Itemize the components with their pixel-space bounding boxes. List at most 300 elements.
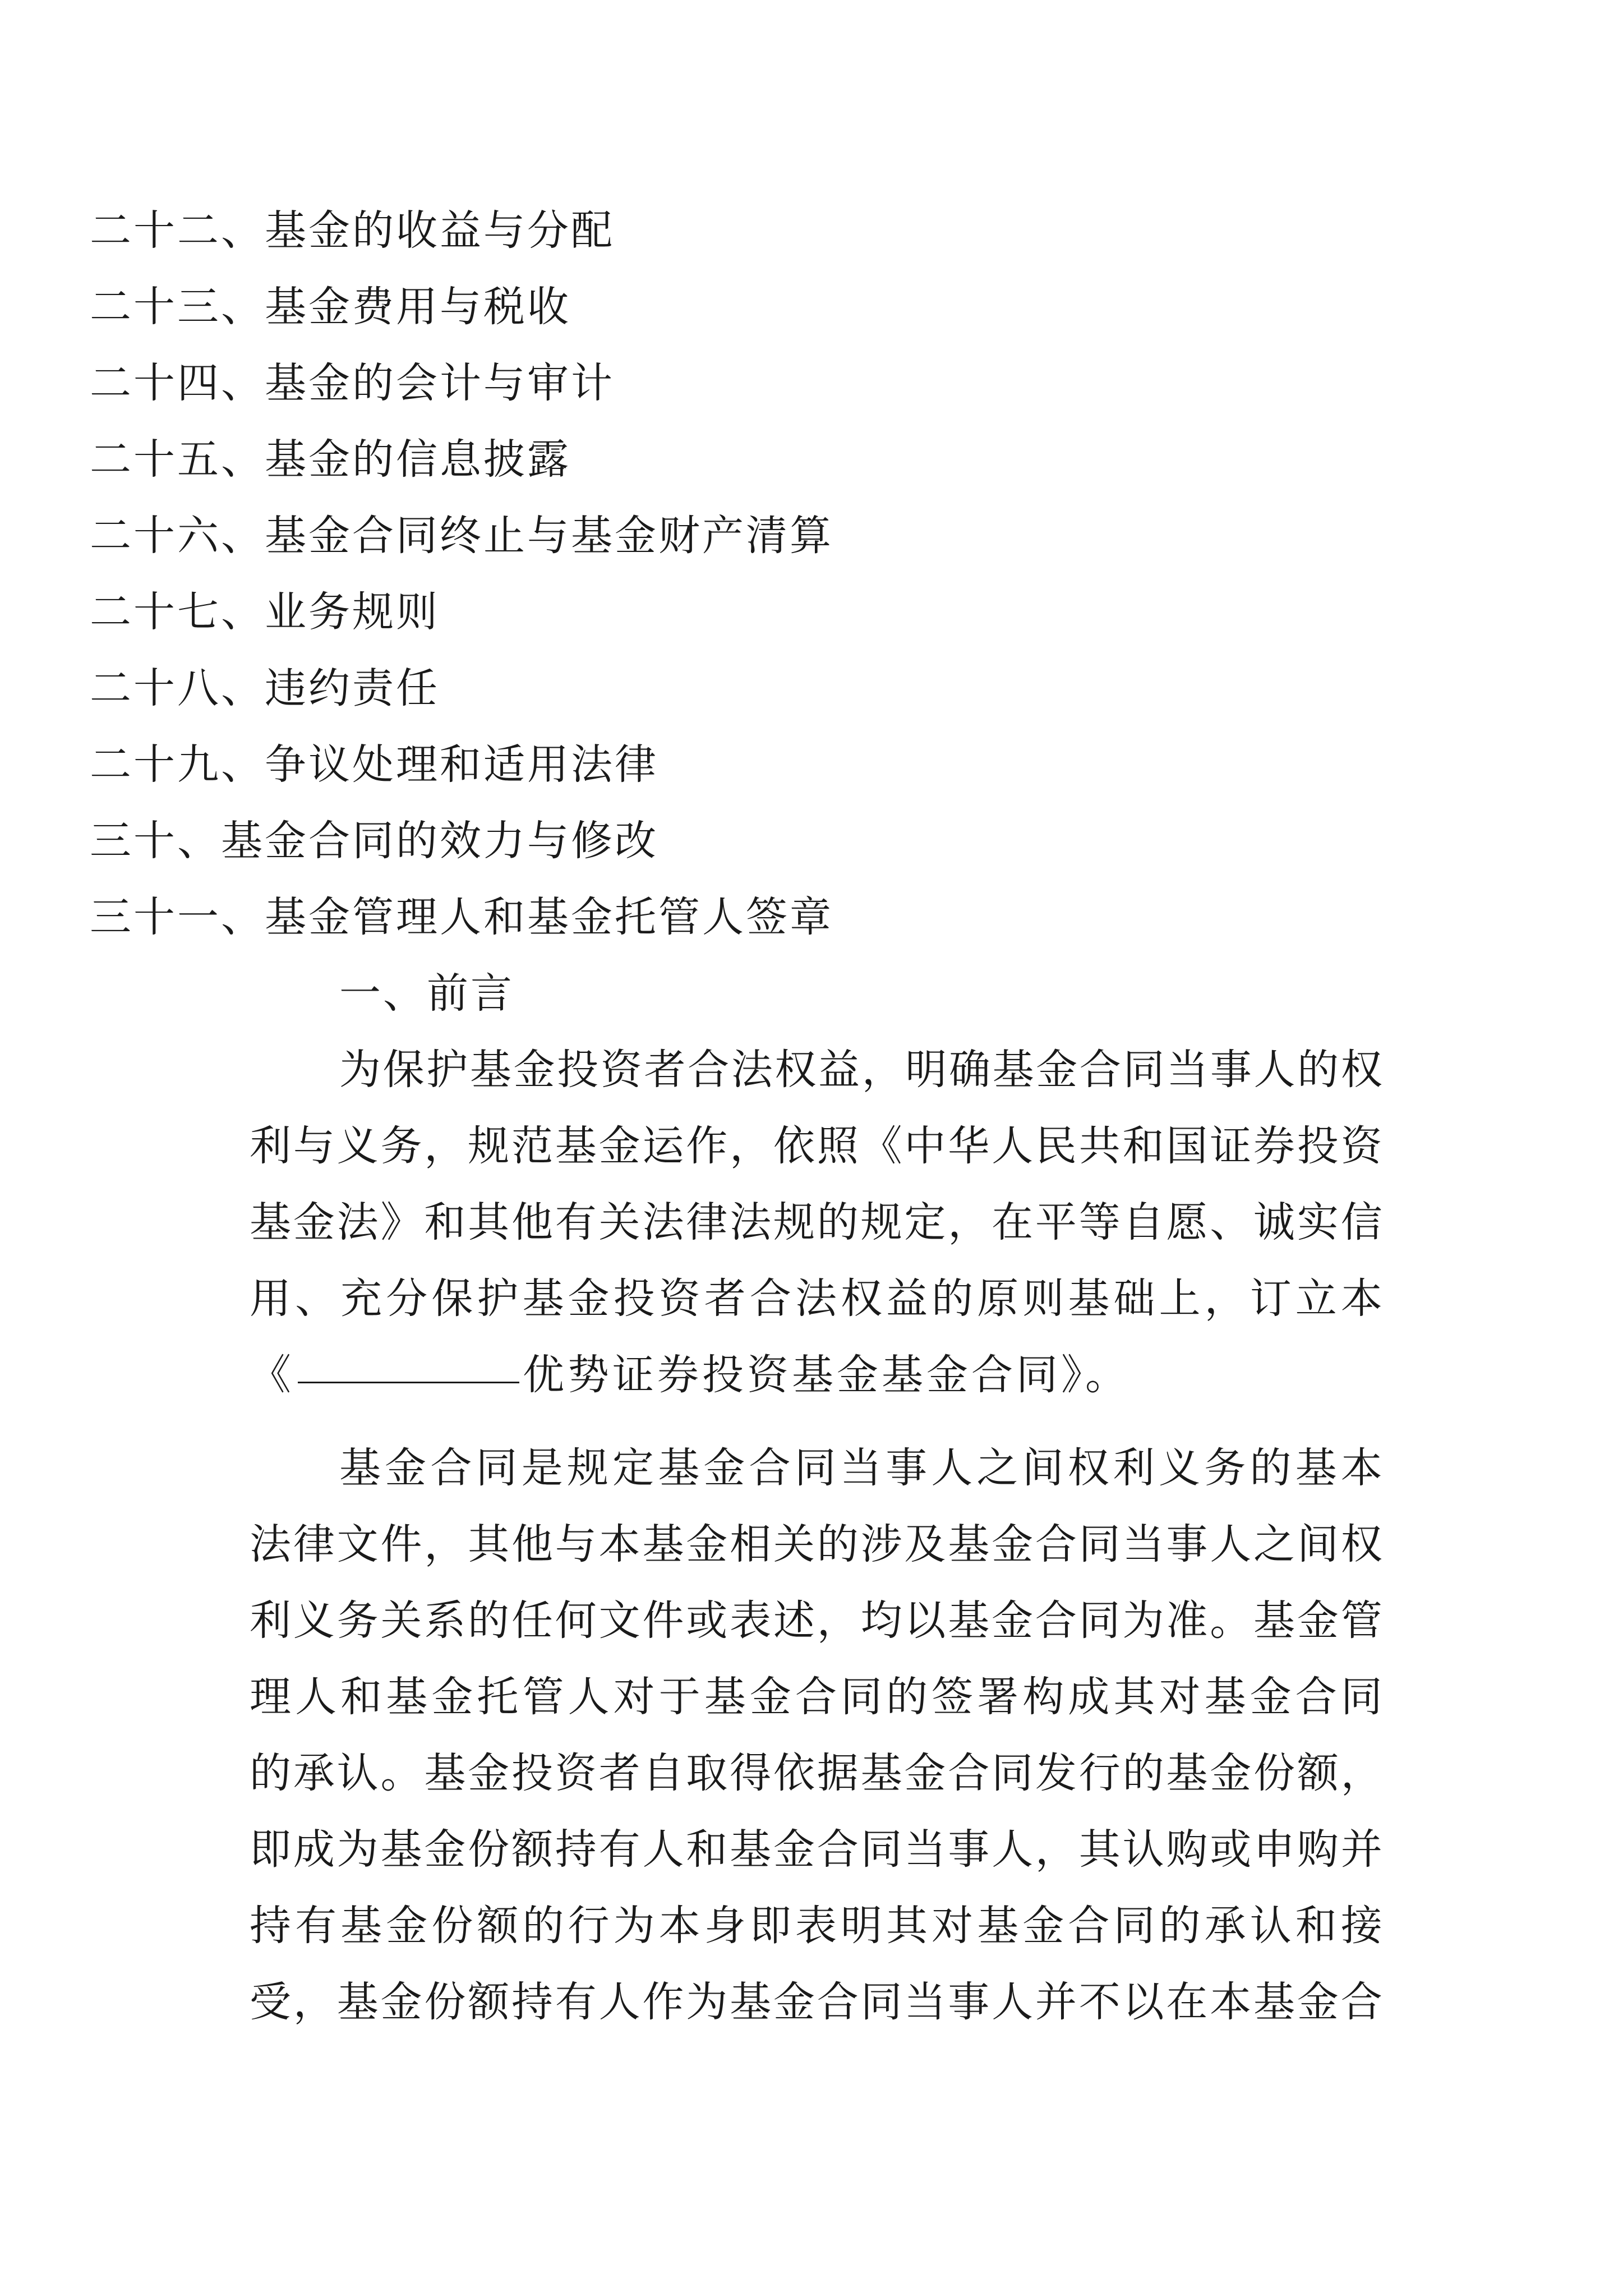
character: 其	[886, 1902, 928, 1950]
character: 人	[295, 1673, 337, 1721]
character: 均	[860, 1596, 902, 1645]
character: 事	[1210, 1046, 1252, 1094]
character: 合	[749, 1444, 791, 1492]
character: 基	[977, 1902, 1019, 1950]
character: 本	[658, 1902, 700, 1950]
paragraph-line	[250, 1430, 1382, 1506]
character: 订	[1249, 1274, 1292, 1323]
character: ，	[1340, 1749, 1382, 1797]
character: 合	[430, 1444, 472, 1492]
character: 得	[730, 1749, 772, 1797]
character: 金	[380, 1978, 422, 2026]
character: 认	[336, 1749, 379, 1797]
character: 的	[1249, 1444, 1292, 1492]
toc-item: 二十七、业务规则	[90, 588, 440, 636]
character: 础	[1113, 1274, 1155, 1323]
character: 相	[730, 1520, 772, 1568]
character: 基	[1166, 1749, 1208, 1797]
character: 事	[1166, 1520, 1208, 1568]
character: 间	[1022, 1444, 1064, 1492]
character: 同	[1078, 1520, 1121, 1568]
character: 规	[566, 1444, 608, 1492]
character: 对	[932, 1902, 974, 1950]
character: 资	[658, 1274, 700, 1323]
character: 权	[1067, 1444, 1109, 1492]
toc-item: 三十、基金合同的效力与修改	[90, 817, 658, 865]
character: 人	[642, 1825, 684, 1874]
character: 述	[773, 1596, 815, 1645]
character: 基	[555, 1122, 597, 1170]
character: 同	[860, 1825, 902, 1874]
character: 据	[817, 1749, 859, 1797]
character: 基	[948, 1596, 990, 1645]
character: 基	[1068, 1274, 1110, 1323]
character: 合	[1295, 1673, 1337, 1721]
character: 份	[431, 1902, 473, 1950]
character: 金	[1210, 1749, 1252, 1797]
character: 金	[468, 1749, 510, 1797]
character: 何	[555, 1596, 597, 1645]
character: 平	[1035, 1198, 1077, 1246]
character: ，	[1035, 1825, 1077, 1874]
character: 作	[642, 1978, 684, 2026]
character: 基	[658, 1444, 700, 1492]
character: 文	[336, 1520, 379, 1568]
character: 额	[477, 1902, 519, 1950]
character: 涉	[860, 1520, 902, 1568]
fund-name-blank	[298, 1337, 519, 1383]
character: 关	[598, 1198, 640, 1246]
character: ，	[424, 1122, 466, 1170]
character: 基	[730, 1978, 772, 2026]
character: 管	[1340, 1596, 1382, 1645]
character: 任	[511, 1596, 553, 1645]
character: 。	[1210, 1596, 1252, 1645]
character: 当	[1122, 1520, 1164, 1568]
character: 等	[1078, 1198, 1121, 1246]
character: 构	[1022, 1673, 1064, 1721]
character: 金	[431, 1673, 473, 1721]
character: 实	[1297, 1198, 1339, 1246]
preface-paragraph-1	[250, 1032, 1382, 1413]
character: 有	[555, 1198, 597, 1246]
character: 和	[424, 1198, 466, 1246]
character: 同	[1078, 1596, 1121, 1645]
character: 义	[336, 1122, 379, 1170]
paragraph-line	[250, 1964, 1382, 2040]
character: 利	[250, 1596, 291, 1645]
character: 不	[1078, 1978, 1121, 2026]
character: 照	[817, 1122, 859, 1170]
character: 规	[468, 1122, 510, 1170]
character: 金	[686, 1520, 728, 1568]
character: 者	[704, 1274, 746, 1323]
character: 当	[840, 1444, 882, 1492]
character: 件	[380, 1520, 422, 1568]
character: 护	[426, 1046, 468, 1094]
character: 持	[511, 1978, 553, 2026]
character: 基	[522, 1274, 564, 1323]
character: 权	[841, 1274, 883, 1323]
character: 共	[1078, 1122, 1121, 1170]
character: 关	[773, 1520, 815, 1568]
character: 之	[1253, 1520, 1295, 1568]
character: 资	[1340, 1122, 1382, 1170]
character: 保	[431, 1274, 473, 1323]
character: 律	[293, 1520, 335, 1568]
character: 之	[976, 1444, 1018, 1492]
character: 基	[1253, 1596, 1295, 1645]
character: 为	[336, 1825, 379, 1874]
character: 和	[1295, 1902, 1337, 1950]
character: 对	[1159, 1673, 1201, 1721]
character: 基	[992, 1046, 1034, 1094]
character: 基	[730, 1825, 772, 1874]
character: 、	[295, 1274, 337, 1323]
character: 金	[773, 1978, 815, 2026]
character: 信	[1340, 1198, 1382, 1246]
character: 金	[598, 1122, 640, 1170]
toc-item: 二十九、争议处理和适用法律	[90, 740, 658, 789]
character: 有	[295, 1902, 337, 1950]
character: 受	[250, 1978, 291, 2026]
character: 为	[339, 1046, 381, 1094]
character: 合	[688, 1046, 730, 1094]
character: 当	[904, 1825, 946, 1874]
character: 申	[1253, 1825, 1295, 1874]
character: 人	[1253, 1046, 1295, 1094]
character: 益	[818, 1046, 860, 1094]
character: 上	[1159, 1274, 1201, 1323]
character: 立	[1295, 1274, 1337, 1323]
character: 基	[469, 1046, 511, 1094]
character: 明	[905, 1046, 947, 1094]
character: 民	[1035, 1122, 1077, 1170]
character: 合	[1035, 1520, 1077, 1568]
character: 定	[904, 1198, 946, 1246]
character: 法	[336, 1198, 379, 1246]
character: 确	[948, 1046, 990, 1094]
toc-item: 二十五、基金的信息披露	[90, 435, 571, 484]
paragraph-line	[250, 1735, 1382, 1811]
character: 基	[336, 1978, 379, 2026]
toc-item: 三十一、基金管理人和基金托管人签章	[90, 893, 833, 941]
character: 充	[340, 1274, 382, 1323]
character: 及	[904, 1520, 946, 1568]
character: 准	[1166, 1596, 1208, 1645]
character: 系	[424, 1596, 466, 1645]
character: 当	[904, 1978, 946, 2026]
character: 持	[555, 1825, 597, 1874]
character: 持	[250, 1902, 291, 1950]
character: 法	[730, 1198, 772, 1246]
character: 投	[1297, 1122, 1339, 1170]
character: 》	[380, 1198, 422, 1246]
character: 。	[380, 1749, 422, 1797]
character: 证	[1210, 1122, 1252, 1170]
character: 同	[1123, 1046, 1165, 1094]
character: 合	[1035, 1596, 1077, 1645]
character: 权	[1340, 1520, 1382, 1568]
character: 成	[293, 1825, 335, 1874]
character: 托	[477, 1673, 519, 1721]
character: ，	[293, 1978, 335, 2026]
character: 的	[468, 1596, 510, 1645]
character: 依	[773, 1122, 815, 1170]
character: 国	[1166, 1122, 1208, 1170]
character: 合	[749, 1274, 791, 1323]
character: 或	[686, 1596, 728, 1645]
character: 发	[1035, 1749, 1077, 1797]
character: 金	[992, 1520, 1034, 1568]
character: 为	[686, 1978, 728, 2026]
character: ，	[817, 1596, 859, 1645]
character: 的	[1122, 1749, 1164, 1797]
character: ，	[424, 1520, 466, 1568]
fund-name-prefix: 《	[250, 1351, 294, 1399]
character: 法	[642, 1198, 684, 1246]
character: 规	[860, 1198, 902, 1246]
character: 的	[1297, 1046, 1339, 1094]
character: 金	[385, 1444, 427, 1492]
character: 的	[522, 1902, 564, 1950]
character: 基	[386, 1673, 428, 1721]
character: 认	[1249, 1902, 1292, 1950]
character: 合	[948, 1749, 990, 1797]
character: 成	[1068, 1673, 1110, 1721]
character: 法	[250, 1520, 291, 1568]
character: 人	[992, 1122, 1034, 1170]
character: 投	[557, 1046, 599, 1094]
character: 同	[841, 1673, 883, 1721]
character: 并	[1035, 1978, 1077, 2026]
character: 取	[686, 1749, 728, 1797]
character: 金	[749, 1673, 791, 1721]
character: 运	[642, 1122, 684, 1170]
character: 他	[511, 1198, 553, 1246]
character: 合	[817, 1978, 859, 2026]
character: 事	[886, 1444, 928, 1492]
paragraph-line	[250, 1032, 1382, 1108]
toc-item: 二十六、基金合同终止与基金财产清算	[90, 512, 833, 560]
character: 与	[293, 1122, 335, 1170]
character: 基	[642, 1520, 684, 1568]
character: 同	[1340, 1673, 1382, 1721]
character: 合	[1340, 1978, 1382, 2026]
character: 金	[773, 1825, 815, 1874]
character: 本	[1340, 1274, 1382, 1323]
character: 购	[1166, 1825, 1208, 1874]
character: 法	[795, 1274, 837, 1323]
character: 的	[886, 1673, 928, 1721]
character: 并	[1340, 1825, 1382, 1874]
character: 务	[336, 1596, 379, 1645]
character: 自	[1122, 1198, 1164, 1246]
character: 愿	[1166, 1198, 1208, 1246]
character: 人	[992, 1825, 1034, 1874]
character: 合	[1079, 1046, 1121, 1094]
character: 和	[340, 1673, 382, 1721]
character: 份	[424, 1978, 466, 2026]
character: 其	[468, 1520, 510, 1568]
character: 对	[613, 1673, 655, 1721]
character: 基	[380, 1825, 422, 1874]
character: 其	[1113, 1673, 1155, 1721]
character: 金	[386, 1902, 428, 1950]
character: 人	[598, 1978, 640, 2026]
character: 权	[774, 1046, 817, 1094]
character: 接	[1340, 1902, 1382, 1950]
character: 诚	[1253, 1198, 1295, 1246]
paragraph-line	[250, 1659, 1382, 1735]
character: 表	[795, 1902, 837, 1950]
character: 金	[293, 1198, 335, 1246]
character: 基	[860, 1749, 902, 1797]
paragraph-line-with-blank	[250, 1337, 1382, 1413]
paragraph-line	[250, 1506, 1382, 1582]
character: 同	[794, 1444, 836, 1492]
character: 行	[568, 1902, 610, 1950]
character: 表	[730, 1596, 772, 1645]
character: 基	[1204, 1673, 1246, 1721]
character: 当	[1166, 1046, 1209, 1094]
character: 的	[1159, 1902, 1201, 1950]
character: 基	[340, 1902, 382, 1950]
character: 身	[704, 1902, 746, 1950]
character: 为	[1122, 1596, 1164, 1645]
character: 管	[522, 1673, 564, 1721]
character: 人	[931, 1444, 973, 1492]
paragraph-line	[250, 1888, 1382, 1964]
toc-item: 二十三、基金费用与税收	[90, 283, 571, 331]
preface-paragraph-2	[250, 1430, 1382, 2040]
character: 是	[521, 1444, 563, 1492]
character: 其	[468, 1198, 510, 1246]
character: 《	[860, 1122, 902, 1170]
character: 同	[476, 1444, 518, 1492]
character: 者	[644, 1046, 686, 1094]
character: 明	[841, 1902, 883, 1950]
character: 在	[1166, 1978, 1208, 2026]
toc-item: 二十四、基金的会计与审计	[90, 359, 615, 407]
character: 有	[555, 1978, 597, 2026]
character: 或	[1210, 1825, 1252, 1874]
character: 金	[1022, 1902, 1064, 1950]
toc-item: 二十二、基金的收益与分配	[90, 206, 615, 255]
character: 的	[932, 1274, 974, 1323]
character: 有	[598, 1825, 640, 1874]
paragraph-line	[250, 1260, 1382, 1337]
character: 与	[555, 1520, 597, 1568]
character: 事	[948, 1825, 990, 1874]
character: 定	[612, 1444, 654, 1492]
character: 和	[686, 1825, 728, 1874]
character: 金	[568, 1274, 610, 1323]
character: 基	[1295, 1444, 1337, 1492]
character: 额	[1297, 1749, 1339, 1797]
character: 理	[250, 1673, 291, 1721]
character: 本	[1210, 1978, 1252, 2026]
character: 于	[658, 1673, 700, 1721]
character: 自	[642, 1749, 684, 1797]
character: 基	[250, 1198, 291, 1246]
character: 金	[1249, 1673, 1292, 1721]
character: 金	[1297, 1978, 1339, 2026]
fund-name-suffix: 优势证券投资基金基金合同》。	[523, 1351, 1130, 1399]
character: 投	[511, 1749, 553, 1797]
character: 金	[1297, 1596, 1339, 1645]
character: 人	[992, 1978, 1034, 2026]
character: 投	[613, 1274, 655, 1323]
character: 金	[992, 1596, 1034, 1645]
character: ，	[730, 1122, 772, 1170]
character: ，	[948, 1198, 990, 1246]
character: 同	[860, 1978, 902, 2026]
character: 基	[948, 1520, 990, 1568]
character: 利	[250, 1122, 291, 1170]
paragraph-line	[250, 1582, 1382, 1659]
character: 认	[1122, 1825, 1164, 1874]
character: 义	[1159, 1444, 1201, 1492]
character: 文	[598, 1596, 640, 1645]
character: 和	[1122, 1122, 1164, 1170]
character: 金	[703, 1444, 745, 1492]
character: 务	[1204, 1444, 1246, 1492]
character: 利	[1113, 1444, 1155, 1492]
character: 件	[642, 1596, 684, 1645]
character: 金	[904, 1749, 946, 1797]
character: 规	[773, 1198, 815, 1246]
section-heading: 一、前言	[339, 969, 514, 1018]
toc-item: 二十八、违约责任	[90, 664, 440, 712]
character: 行	[1078, 1749, 1121, 1797]
character: 额	[468, 1978, 510, 2026]
character: 资	[600, 1046, 642, 1094]
character: 基	[339, 1444, 381, 1492]
character: 合	[795, 1673, 837, 1721]
character: 签	[932, 1673, 974, 1721]
character: 中	[904, 1122, 946, 1170]
character: 份	[1253, 1749, 1295, 1797]
character: 益	[886, 1274, 928, 1323]
character: ，	[1204, 1274, 1246, 1323]
character: 律	[686, 1198, 728, 1246]
character: 者	[598, 1749, 640, 1797]
character: 关	[380, 1596, 422, 1645]
character: 即	[250, 1825, 291, 1874]
character: 合	[817, 1825, 859, 1874]
character: 券	[1253, 1122, 1295, 1170]
character: 事	[948, 1978, 990, 2026]
character: ，	[861, 1046, 903, 1094]
character: 法	[731, 1046, 773, 1094]
character: 作	[686, 1122, 728, 1170]
character: 人	[1210, 1520, 1252, 1568]
character: 他	[511, 1520, 553, 1568]
character: 原	[977, 1274, 1019, 1323]
character: 金	[424, 1825, 466, 1874]
character: 基	[424, 1749, 466, 1797]
character: 分	[386, 1274, 428, 1323]
character: 范	[511, 1122, 553, 1170]
character: 署	[977, 1673, 1019, 1721]
character: 份	[468, 1825, 510, 1874]
character: 承	[293, 1749, 335, 1797]
character: 基	[1253, 1978, 1295, 2026]
character: 务	[380, 1122, 422, 1170]
character: 的	[817, 1198, 859, 1246]
character: 、	[1210, 1198, 1252, 1246]
